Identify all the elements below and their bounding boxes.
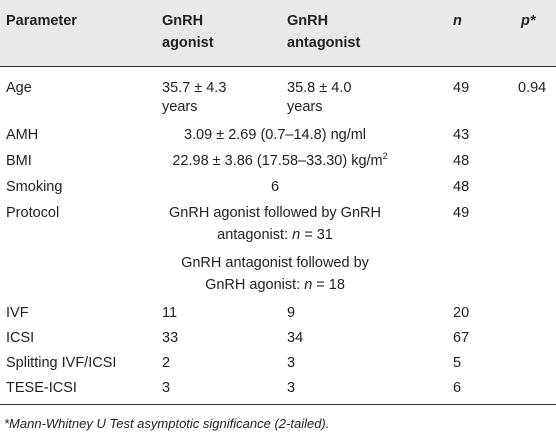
row-tese-label: TESE-ICSI	[6, 380, 77, 396]
row-splitting-agonist: 2	[162, 355, 171, 371]
row-protocol-option2-n-var: n	[304, 277, 313, 293]
row-protocol-option1-line1: GnRH agonist followed by GnRH	[169, 205, 381, 221]
row-tese-antagonist: 3	[287, 380, 296, 396]
bottom-rule	[0, 404, 556, 405]
row-bmi-label: BMI	[6, 153, 32, 169]
row-tese-agonist: 3	[162, 380, 171, 396]
row-amh-n: 43	[453, 127, 470, 143]
row-ivf-label: IVF	[6, 305, 29, 321]
row-age-agonist-line2: years	[162, 99, 198, 115]
row-bmi-n: 48	[453, 153, 470, 169]
row-age-p: 0.94	[518, 80, 547, 96]
row-age-agonist-line1: 35.7 ± 4.3	[162, 80, 227, 96]
header-agonist-line2: agonist	[162, 35, 214, 51]
row-protocol-option2-line1: GnRH antagonist followed by	[181, 255, 369, 271]
row-bmi-unit-superscript: 2	[382, 151, 388, 161]
row-splitting-label: Splitting IVF/ICSI	[6, 355, 117, 371]
row-icsi-agonist: 33	[162, 330, 179, 346]
row-amh-label: AMH	[6, 127, 39, 143]
row-icsi-n: 67	[453, 330, 470, 346]
row-protocol-option1-prefix: antagonist:	[217, 227, 293, 243]
row-tese-n: 6	[453, 380, 462, 396]
table-footnote: *Mann-Whitney U Test asymptotic significance (2-tailed).	[4, 416, 330, 431]
row-smoking-label: Smoking	[6, 179, 63, 195]
row-bmi-value-text: 22.98 ± 3.86 (17.58–33.30) kg/m	[172, 153, 383, 169]
row-splitting-antagonist: 3	[287, 355, 296, 371]
row-protocol-option1-n-var: n	[292, 227, 301, 243]
row-amh-value: 3.09 ± 2.69 (0.7–14.8) ng/ml	[183, 127, 367, 143]
header-antagonist-line1: GnRH	[287, 13, 329, 29]
row-protocol-option2-n-value: = 18	[312, 277, 345, 293]
row-protocol-option1-n-value: = 31	[300, 227, 333, 243]
row-smoking-value: 6	[270, 179, 280, 195]
row-ivf-agonist: 11	[162, 305, 178, 321]
row-icsi-antagonist: 34	[287, 330, 304, 346]
header-antagonist-line2: antagonist	[287, 35, 361, 51]
header-n: n	[453, 13, 462, 29]
row-smoking-n: 48	[453, 179, 470, 195]
row-protocol-option2-prefix: GnRH agonist:	[205, 277, 305, 293]
row-protocol-n: 49	[453, 205, 470, 221]
row-splitting-n: 5	[453, 355, 462, 371]
row-protocol-option2-line2	[130, 274, 420, 296]
header-rule	[0, 66, 556, 67]
header-parameter: Parameter	[6, 13, 77, 29]
row-protocol-label: Protocol	[6, 205, 60, 221]
row-ivf-n: 20	[453, 305, 470, 321]
row-ivf-antagonist: 9	[287, 305, 296, 321]
row-bmi-value	[150, 150, 410, 172]
row-age-n: 49	[453, 80, 470, 96]
row-icsi-label: ICSI	[6, 330, 35, 346]
row-age-antagonist-line2: years	[287, 99, 323, 115]
row-age-antagonist-line1: 35.8 ± 4.0	[287, 80, 352, 96]
table-header-background	[0, 0, 556, 66]
header-agonist-line1: GnRH	[162, 13, 204, 29]
row-age-label: Age	[6, 80, 32, 96]
header-p: p*	[521, 13, 536, 29]
row-protocol-option1-line2	[130, 224, 420, 246]
